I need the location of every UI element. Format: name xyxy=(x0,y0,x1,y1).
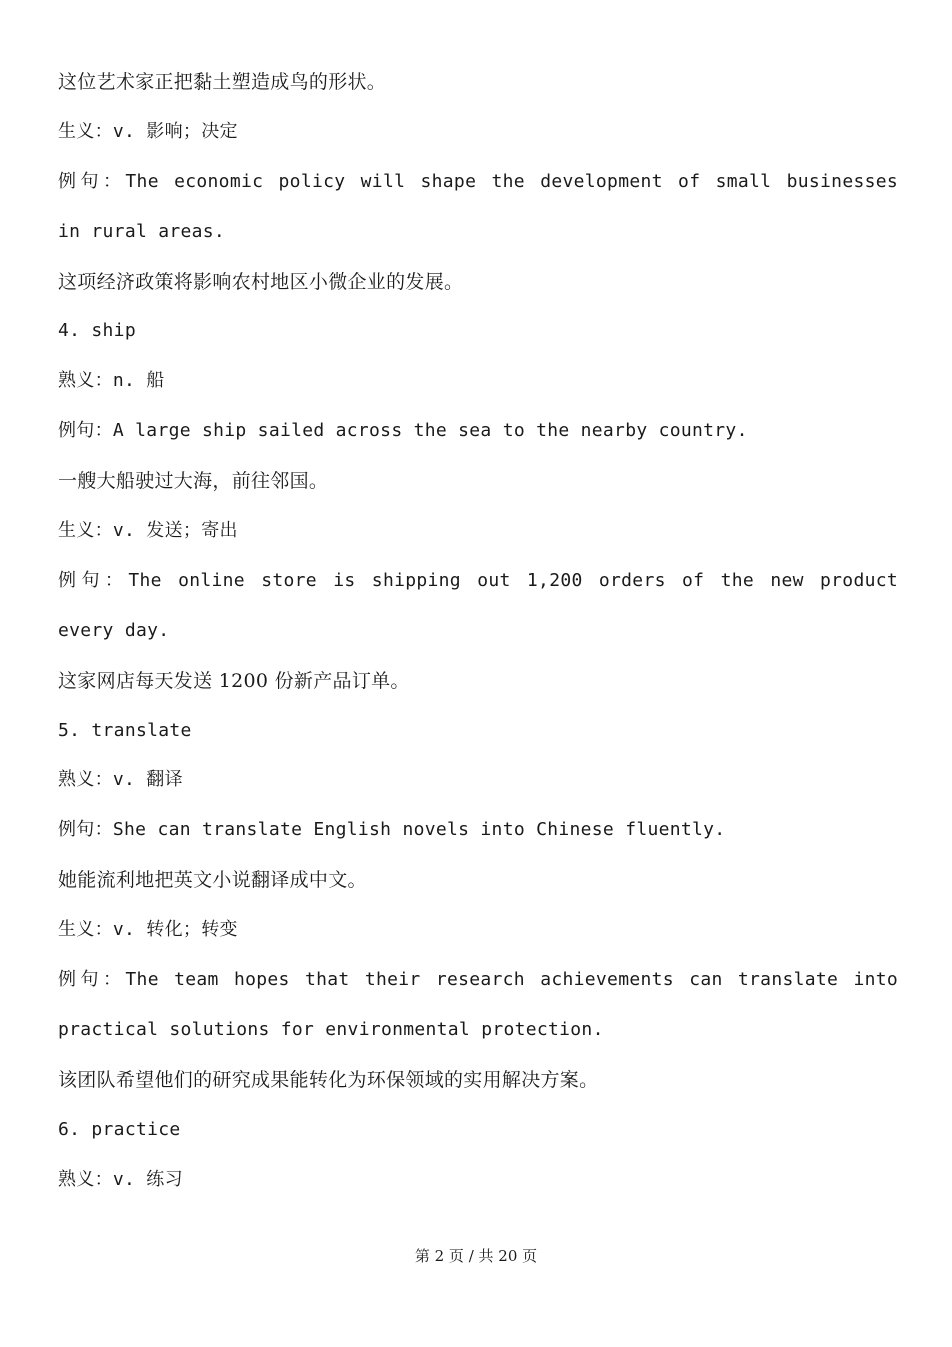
text-line: 例句：She can translate English novels into Chinese fluently. xyxy=(58,819,726,841)
text-line: 这位艺术家正把黏土塑造成鸟的形状。 xyxy=(58,71,387,93)
text-line: 这项经济政策将影响农村地区小微企业的发展。 xyxy=(58,270,464,293)
text-line: practical solutions for environmental protection. xyxy=(58,1018,604,1040)
text-line: 例句：A large ship sailed across the sea to the nearby country. xyxy=(58,420,748,442)
text-line: 例句：The team hopes that their research achievements can translate into xyxy=(58,969,898,991)
text-line: 5. translate xyxy=(58,719,192,741)
text-line: in rural areas. xyxy=(58,220,226,242)
text-line: 例句：The online store is shipping out 1,200 orders of the new product xyxy=(58,569,898,591)
text-line: 生义：v. 转化；转变 xyxy=(58,919,238,941)
text-line: 熟义：v. 练习 xyxy=(58,1168,183,1190)
text-line: 她能流利地把英文小说翻译成中文。 xyxy=(58,869,367,892)
text-line: 这家网店每天发送 1200 份新产品订单。 xyxy=(58,669,410,692)
text-line: 一艘大船驶过大海，前往邻国。 xyxy=(58,470,329,493)
page-number-footer: 第 2 页 / 共 20 页 xyxy=(414,1247,538,1265)
text-line: 生义：v. 发送；寄出 xyxy=(58,520,238,542)
text-line: 熟义：n. 船 xyxy=(58,370,165,392)
text-line: 该团队希望他们的研究成果能转化为环保领域的实用解决方案。 xyxy=(58,1068,599,1091)
text-line: 熟义：v. 翻译 xyxy=(58,769,183,791)
text-line: 4. ship xyxy=(58,320,136,342)
text-line: 6. practice xyxy=(58,1118,181,1140)
document-body xyxy=(58,64,898,1211)
text-line: 例句：The economic policy will shape the development of small businesses xyxy=(58,170,898,192)
text-line: 生义：v. 影响；决定 xyxy=(58,120,238,142)
text-line: every day. xyxy=(58,619,170,641)
